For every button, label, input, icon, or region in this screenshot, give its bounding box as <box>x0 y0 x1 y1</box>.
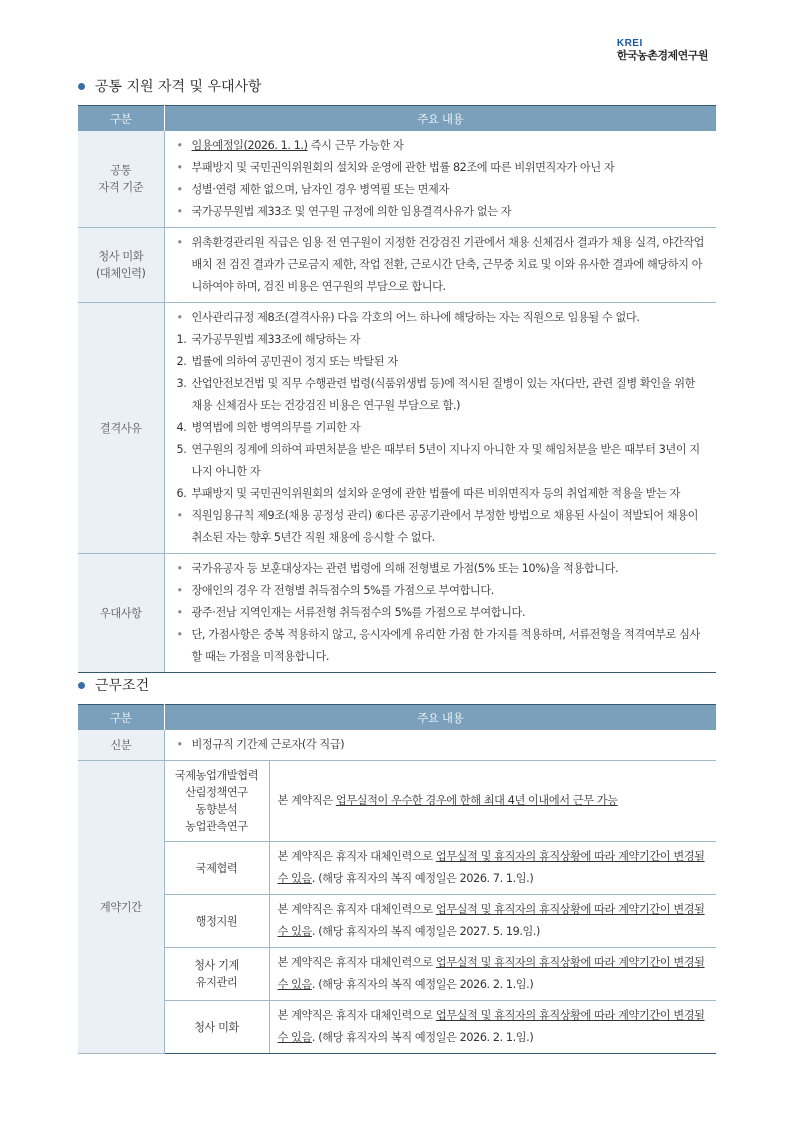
period-desc: 본 계약직은 휴직자 대체인력으로 업무실적 및 휴직자의 휴직상황에 따라 계약기간이 변경될 수 있음. (해당 휴직자의 복직 예정일은 2027. 5. 19.임.) <box>269 895 716 948</box>
numbered-item: 6. 부패방지 및 국민권익위원회의 설치와 운영에 관한 법률에 따른 비위면직자 등의 취업제한 적용을 받는 자 <box>176 487 681 500</box>
list-item: • 비정규직 기간제 근로자(각 직급) <box>176 738 345 751</box>
period-name: 국제협력 <box>164 842 269 895</box>
row-label-common: 공통 자격 기준 <box>78 131 164 228</box>
table-row-period <box>78 895 716 948</box>
numbered-item: 1. 국가공무원법 제33조에 해당하는 자 <box>176 333 361 346</box>
row-content-substitute <box>164 228 716 303</box>
table-row-preference <box>78 554 716 673</box>
section-title-qualifications <box>78 76 262 96</box>
period-name: 국제농업개발협력 산림정책연구 동향분석 농업관측연구 <box>164 761 269 842</box>
table-row-common <box>78 131 716 228</box>
period-name: 행정지원 <box>164 895 269 948</box>
numbered-item: 4. 병역법에 의한 병역의무를 기피한 자 <box>176 421 361 434</box>
table-header-category: 구분 <box>78 705 164 731</box>
row-content-status <box>164 730 716 761</box>
numbered-item: 3. 산업안전보건법 및 직무 수행관련 법령(식품위생법 등)에 적시된 질병이 있는 자(다만, 관련 질병 확인을 위한 채용 신체검사 또는 건강검진 비용은 연구원 부담으로 함.) <box>176 377 696 412</box>
list-item: • 인사관리규정 제8조(결격사유) 다음 각호의 어느 하나에 해당하는 자는 직원으로 임용될 수 없다. <box>176 311 640 324</box>
table-row-status <box>78 730 716 761</box>
row-label-status: 신분 <box>78 730 164 761</box>
table-row-period <box>78 948 716 1001</box>
logo-mark: KREI <box>616 38 643 49</box>
list-item: • 임용예정일(2026. 1. 1.) 즉시 근무 가능한 자 <box>176 139 404 152</box>
logo-text: 한국농촌경제연구원 <box>616 49 708 62</box>
period-name: 청사 기계 유지관리 <box>164 948 269 1001</box>
qualifications-table <box>78 105 716 673</box>
period-name: 청사 미화 <box>164 1001 269 1054</box>
list-item: • 단, 가점사항은 중복 적용하지 않고, 응시자에게 유리한 가점 한 가지를 적용하며, 서류전형을 적격여부로 심사할 때는 가점을 미적용합니다. <box>176 628 700 663</box>
row-label-period: 계약기간 <box>78 761 164 1054</box>
list-item: • 장애인의 경우 각 전형별 취득점수의 5%를 가점으로 부여합니다. <box>176 584 494 597</box>
table-header-content: 주요 내용 <box>164 705 716 731</box>
list-item: • 직원임용규칙 제9조(채용 공정성 관리) ⑥다른 공공기관에서 부정한 방법으로 채용된 사실이 적발되어 채용이 취소된 자는 향후 5년간 직원 채용에 응시할 수 없다. <box>176 509 699 544</box>
table-header-category: 구분 <box>78 106 164 132</box>
table-row-period <box>78 842 716 895</box>
table-row-substitute <box>78 228 716 303</box>
list-item: • 성별·연령 제한 없으며, 남자인 경우 병역필 또는 면제자 <box>176 183 449 196</box>
period-desc: 본 계약직은 휴직자 대체인력으로 업무실적 및 휴직자의 휴직상황에 따라 계약기간이 변경될 수 있음. (해당 휴직자의 복직 예정일은 2026. 2. 1.임.) <box>269 948 716 1001</box>
section-title-text: 근무조건 <box>95 678 150 694</box>
section-title-conditions <box>78 675 149 695</box>
numbered-item: 2. 법률에 의하여 공민권이 정지 또는 박탈된 자 <box>176 355 398 368</box>
table-row-disqualify <box>78 303 716 554</box>
conditions-table <box>78 704 716 1054</box>
list-item: • 부패방지 및 국민권익위원회의 설치와 운영에 관한 법률 82조에 따른 비위면직자가 아닌 자 <box>176 161 615 174</box>
list-item: • 광주·전남 지역인재는 서류전형 취득점수의 5%를 가점으로 부여합니다. <box>176 606 526 619</box>
table-header-content: 주요 내용 <box>164 106 716 132</box>
row-content-preference <box>164 554 716 673</box>
table-row-period <box>78 761 716 842</box>
list-item: • 국가유공자 등 보훈대상자는 관련 법령에 의해 전형별로 가점(5% 또는 10%)을 적용합니다. <box>176 562 619 575</box>
section-bullet-icon <box>78 682 85 689</box>
row-label-disqualify: 결격사유 <box>78 303 164 554</box>
row-content-disqualify <box>164 303 716 554</box>
list-item: • 위촉환경관리원 직급은 임용 전 연구원이 지정한 건강검진 기관에서 채용 신체검사 결과가 채용 실격, 야간작업 배치 전 검진 결과가 근로금지 제한, 작업 전환, 근로시간 단축, 근무중 치료 및 이와 유사한 결과에 해당하지 아니하여야 하며, 검진 비용은 연구원의 부담으로 합니다. <box>176 236 705 293</box>
numbered-item: 5. 연구원의 징계에 의하여 파면처분을 받은 때부터 5년이 지나지 아니한 자 및 해임처분을 받은 때부터 3년이 지나지 아니한 자 <box>176 443 700 478</box>
section-title-text: 공통 지원 자격 및 우대사항 <box>95 79 262 95</box>
period-desc: 본 계약직은 업무실적이 우수한 경우에 한해 최대 4년 이내에서 근무 가능 <box>269 761 716 842</box>
row-label-preference: 우대사항 <box>78 554 164 673</box>
row-label-substitute: 청사 미화 (대체인력) <box>78 228 164 303</box>
list-item: • 국가공무원법 제33조 및 연구원 규정에 의한 임용결격사유가 없는 자 <box>176 205 512 218</box>
section-bullet-icon <box>78 83 85 90</box>
period-desc: 본 계약직은 휴직자 대체인력으로 업무실적 및 휴직자의 휴직상황에 따라 계약기간이 변경될 수 있음. (해당 휴직자의 복직 예정일은 2026. 2. 1.임.) <box>269 1001 716 1054</box>
krei-logo <box>617 38 708 62</box>
table-row-period <box>78 1001 716 1054</box>
row-content-common <box>164 131 716 228</box>
period-desc: 본 계약직은 휴직자 대체인력으로 업무실적 및 휴직자의 휴직상황에 따라 계약기간이 변경될 수 있음. (해당 휴직자의 복직 예정일은 2026. 7. 1.임.) <box>269 842 716 895</box>
